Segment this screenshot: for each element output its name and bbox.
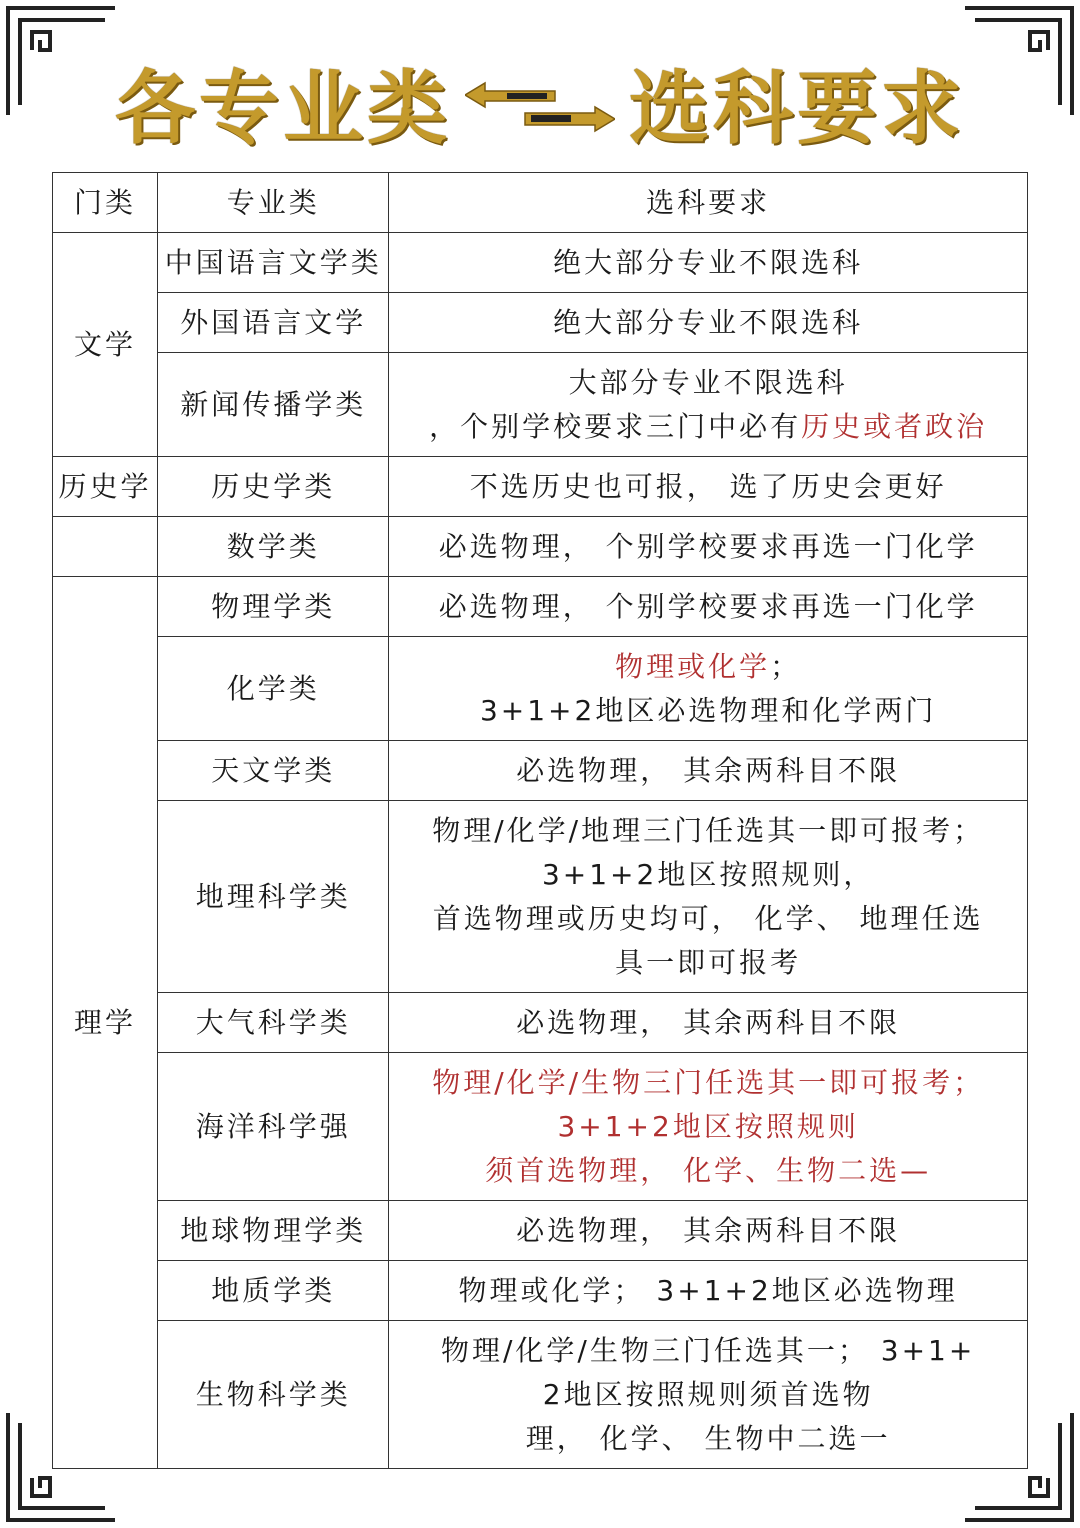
table-row: [53, 353, 1028, 457]
major-cell: 外国语言文学: [158, 293, 389, 353]
table-row: [53, 741, 1028, 801]
requirement-cell: [389, 637, 1028, 741]
table-row: [53, 457, 1028, 517]
major-cell: 海洋科学强: [158, 1053, 389, 1201]
requirement-cell: 物理或化学； 3+1+2地区必选物理: [389, 1261, 1028, 1321]
requirement-cell: 必选物理， 其余两科目不限: [389, 993, 1028, 1053]
major-cell: 历史学类: [158, 457, 389, 517]
category-cell: 历史学: [53, 457, 158, 517]
requirement-cell: 物理/化学/地理三门任选其一即可报考； 3+1+2地区按照规则， 首选物理或历史均可， 化学、 地理任选 具一即可报考: [389, 801, 1028, 993]
table-row: [53, 1321, 1028, 1469]
category-cell: 文学: [53, 233, 158, 457]
major-cell: 地球物理学类: [158, 1201, 389, 1261]
requirement-line: 大部分专业不限选科: [568, 365, 848, 399]
table-row: [53, 993, 1028, 1053]
requirement-highlight: 物理或化学: [615, 649, 771, 683]
category-cell: [53, 517, 158, 577]
major-cell: 天文学类: [158, 741, 389, 801]
requirement-cell: [389, 353, 1028, 457]
major-cell: 物理学类: [158, 577, 389, 637]
major-cell: 数学类: [158, 517, 389, 577]
table-header-row: [53, 173, 1028, 233]
page-title: [0, 58, 1080, 158]
requirement-cell: 必选物理， 其余两科目不限: [389, 741, 1028, 801]
table-row: [53, 1261, 1028, 1321]
table-row: [53, 577, 1028, 637]
table-row: [53, 517, 1028, 577]
header-category: 门类: [53, 173, 158, 233]
category-cell: 理学: [53, 577, 158, 1469]
requirement-cell: 绝大部分专业不限选科: [389, 293, 1028, 353]
table-row: [53, 1053, 1028, 1201]
table-row: [53, 293, 1028, 353]
table-row: [53, 637, 1028, 741]
requirement-line: ，个别学校要求三门中必有: [429, 409, 802, 443]
double-arrow-icon: [465, 73, 615, 143]
requirement-cell: 物理/化学/生物三门任选其一即可报考； 3+1+2地区按照规则 须首选物理， 化学、生物二选—: [389, 1053, 1028, 1201]
requirement-cell: 不选历史也可报， 选了历史会更好: [389, 457, 1028, 517]
major-cell: 大气科学类: [158, 993, 389, 1053]
title-right: 选科要求: [629, 61, 965, 155]
requirement-highlight: 历史或者政治: [801, 409, 988, 443]
requirement-cell: 必选物理， 其余两科目不限: [389, 1201, 1028, 1261]
requirements-table: [52, 172, 1028, 1469]
requirement-line: ；: [770, 649, 802, 683]
requirement-line: 3+1+2地区必选物理和化学两门: [479, 693, 937, 727]
major-cell: 生物科学类: [158, 1321, 389, 1469]
major-cell: 地质学类: [158, 1261, 389, 1321]
title-left: 各专业类: [115, 61, 451, 155]
requirement-cell: 绝大部分专业不限选科: [389, 233, 1028, 293]
major-cell: 化学类: [158, 637, 389, 741]
table-row: [53, 1201, 1028, 1261]
requirement-cell: 必选物理， 个别学校要求再选一门化学: [389, 577, 1028, 637]
requirement-cell: 必选物理， 个别学校要求再选一门化学: [389, 517, 1028, 577]
major-cell: 地理科学类: [158, 801, 389, 993]
header-requirement: 选科要求: [389, 173, 1028, 233]
requirement-cell: 物理/化学/生物三门任选其一； 3+1+ 2地区按照规则须首选物 理， 化学、 生物中二选一: [389, 1321, 1028, 1469]
table-row: [53, 233, 1028, 293]
major-cell: 中国语言文学类: [158, 233, 389, 293]
major-cell: 新闻传播学类: [158, 353, 389, 457]
header-major: 专业类: [158, 173, 389, 233]
table-row: [53, 801, 1028, 993]
